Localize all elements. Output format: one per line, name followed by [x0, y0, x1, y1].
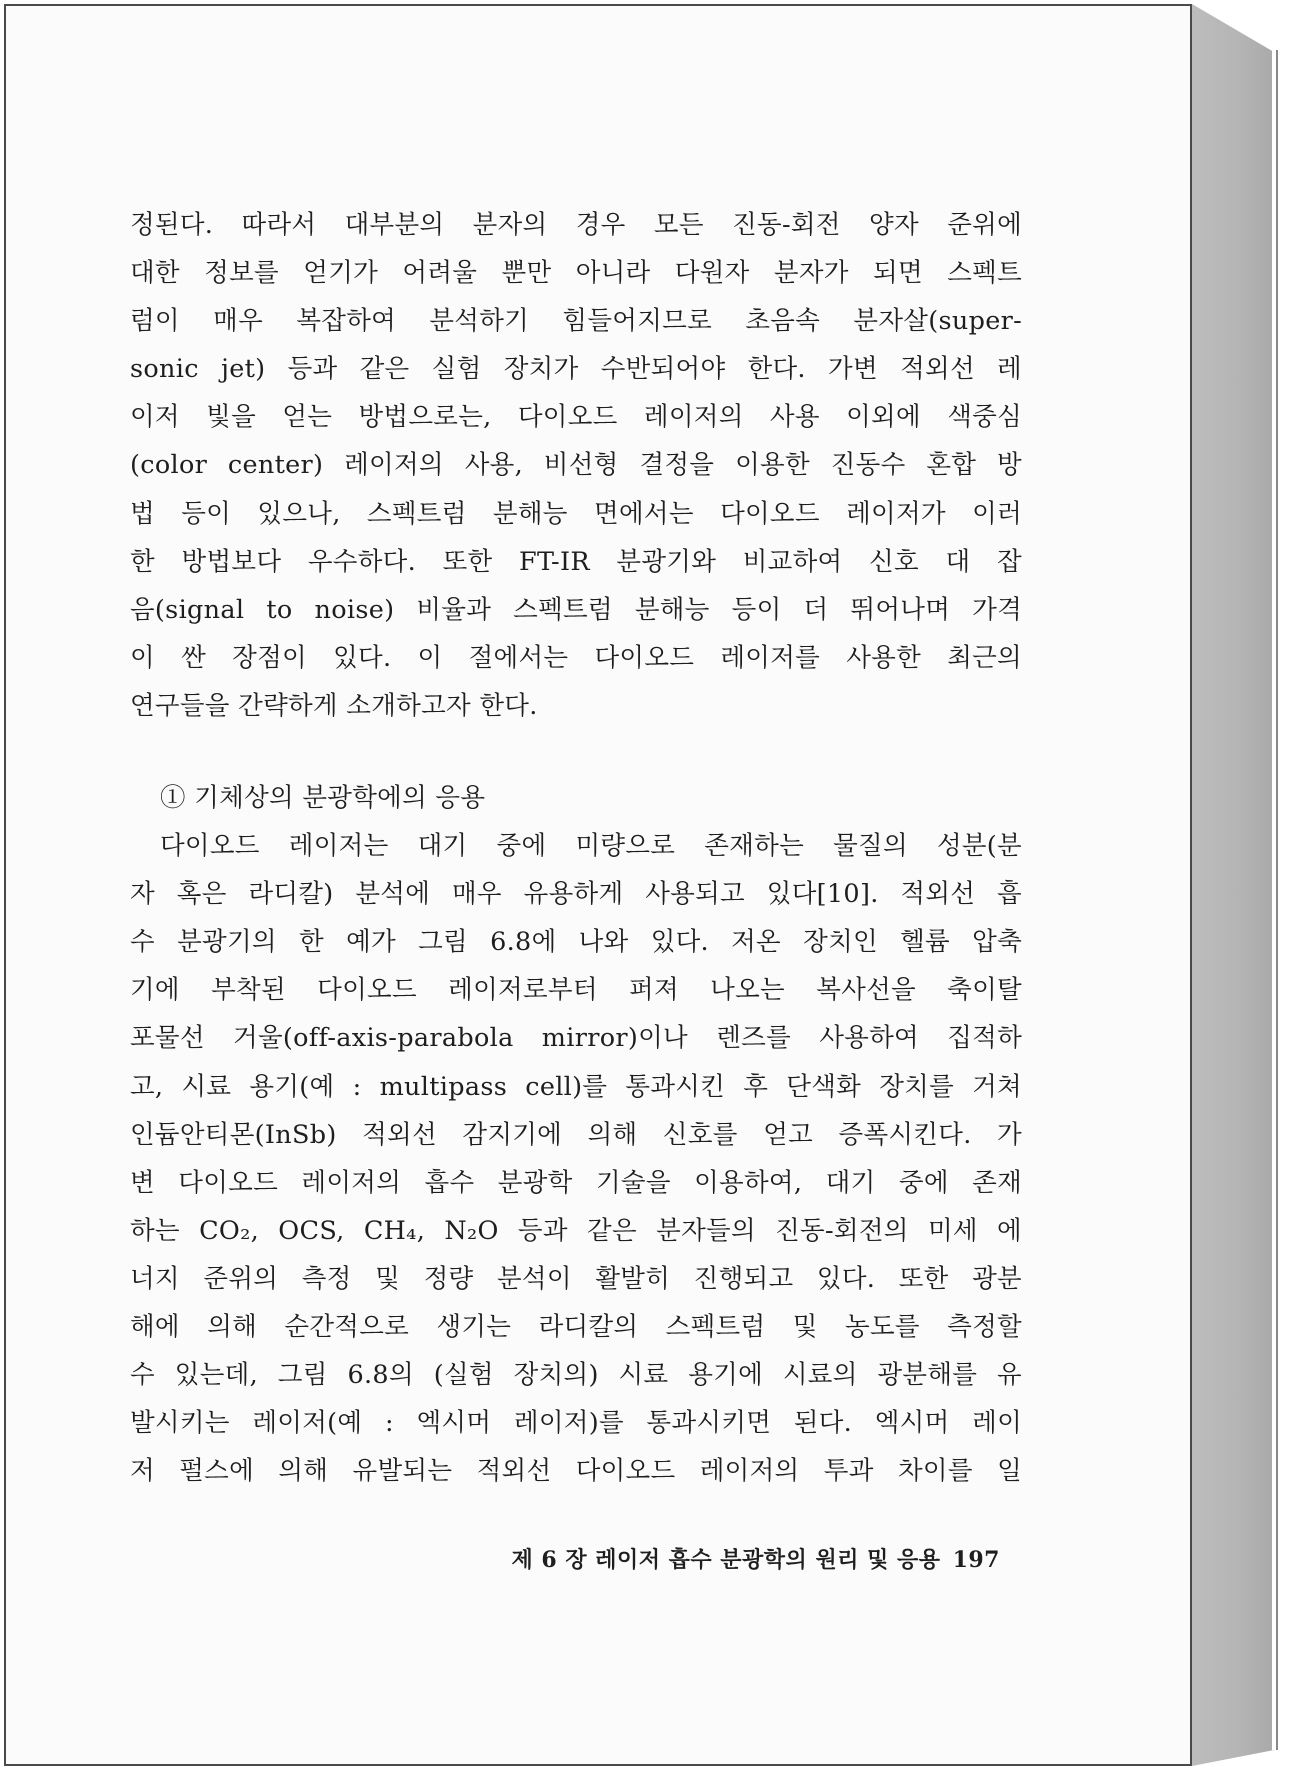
text-line: 럼이 매우 복잡하여 분석하기 힘들어지므로 초음속 분자살(super-: [130, 306, 1022, 337]
text-line: (color center) 레이저의 사용, 비선형 결정을 이용한 진동수 혼합 방: [130, 450, 1022, 481]
text-line: 수 있는데, 그림 6.8의 (실험 장치의) 시료 용기에 시료의 광분해를 유: [130, 1360, 1022, 1391]
book-spine-side: [1192, 4, 1274, 1766]
text-line: 너지 준위의 측정 및 정량 분석이 활발히 진행되고 있다. 또한 광분: [130, 1263, 1022, 1294]
page-footer: [130, 1543, 1000, 1574]
paragraph-1: [130, 201, 1022, 730]
text-line: 정된다. 따라서 대부분의 분자의 경우 모든 진동-회전 양자 준위에: [130, 210, 1022, 240]
text-line: sonic jet) 등과 같은 실험 장치가 수반되어야 한다. 가변 적외선 레: [130, 354, 1022, 385]
text-line: 포물선 거울(off-axis-parabola mirror)이나 렌즈를 사용하여 집적하: [130, 1023, 1022, 1054]
text-line: 자 혹은 라디칼) 분석에 매우 유용하게 사용되고 있다[10]. 적외선 흡: [130, 879, 1022, 910]
text-line: 저 펄스에 의해 유발되는 적외선 다이오드 레이저의 투과 차이를 일: [130, 1456, 1022, 1487]
text-line: 고, 시료 용기(예 : multipass cell)를 통과시킨 후 단색화 장치를 거쳐: [130, 1071, 1022, 1102]
text-line: 해에 의해 순간적으로 생기는 라디칼의 스펙트럼 및 농도를 측정할: [130, 1312, 1022, 1343]
text-line: 이저 빛을 얻는 방법으로는, 다이오드 레이저의 사용 이외에 색중심: [130, 402, 1022, 433]
text-line: 이 싼 장점이 있다. 이 절에서는 다이오드 레이저를 사용한 최근의: [130, 642, 1022, 673]
page-number: 197: [952, 1547, 1000, 1573]
text-line: 다이오드 레이저는 대기 중에 미량으로 존재하는 물질의 성분(분: [160, 831, 1022, 862]
section-gas-phase: [130, 774, 1022, 1495]
chapter-title: 제 6 장 레이저 흡수 분광학의 원리 및 응용: [511, 1547, 941, 1573]
text-line: 발시키는 레이저(예 : 엑시머 레이저)를 통과시키면 된다. 엑시머 레이: [130, 1408, 1022, 1439]
text-line: 음(signal to noise) 비율과 스펙트럼 분해능 등이 더 뛰어나며 가격: [130, 594, 1022, 625]
text-line: 변 다이오드 레이저의 흡수 분광학 기술을 이용하여, 대기 중에 존재: [130, 1167, 1022, 1198]
text-line: 법 등이 있으나, 스펙트럼 분해능 면에서는 다이오드 레이저가 이러: [130, 498, 1022, 529]
section-heading: ① 기체상의 분광학에의 응용: [160, 783, 486, 813]
text-line: 수 분광기의 한 예가 그림 6.8에 나와 있다. 저온 장치인 헬륨 압축: [130, 927, 1022, 958]
text-line: 연구들을 간략하게 소개하고자 한다.: [130, 690, 538, 721]
text-line: 대한 정보를 얻기가 어려울 뿐만 아니라 다원자 분자가 되면 스펙트: [130, 258, 1022, 289]
text-line: 인듐안티몬(InSb) 적외선 감지기에 의해 신호를 얻고 증폭시킨다. 가: [130, 1119, 1022, 1150]
text-line: 기에 부착된 다이오드 레이저로부터 퍼져 나오는 복사선을 축이탈: [130, 975, 1022, 1006]
text-line: 한 방법보다 우수하다. 또한 FT-IR 분광기와 비교하여 신호 대 잡: [130, 546, 1022, 577]
book-spine-edge: [1272, 50, 1278, 1750]
text-line: 하는 CO₂, OCS, CH₄, N₂O 등과 같은 분자들의 진동-회전의 미세 에: [130, 1215, 1022, 1246]
